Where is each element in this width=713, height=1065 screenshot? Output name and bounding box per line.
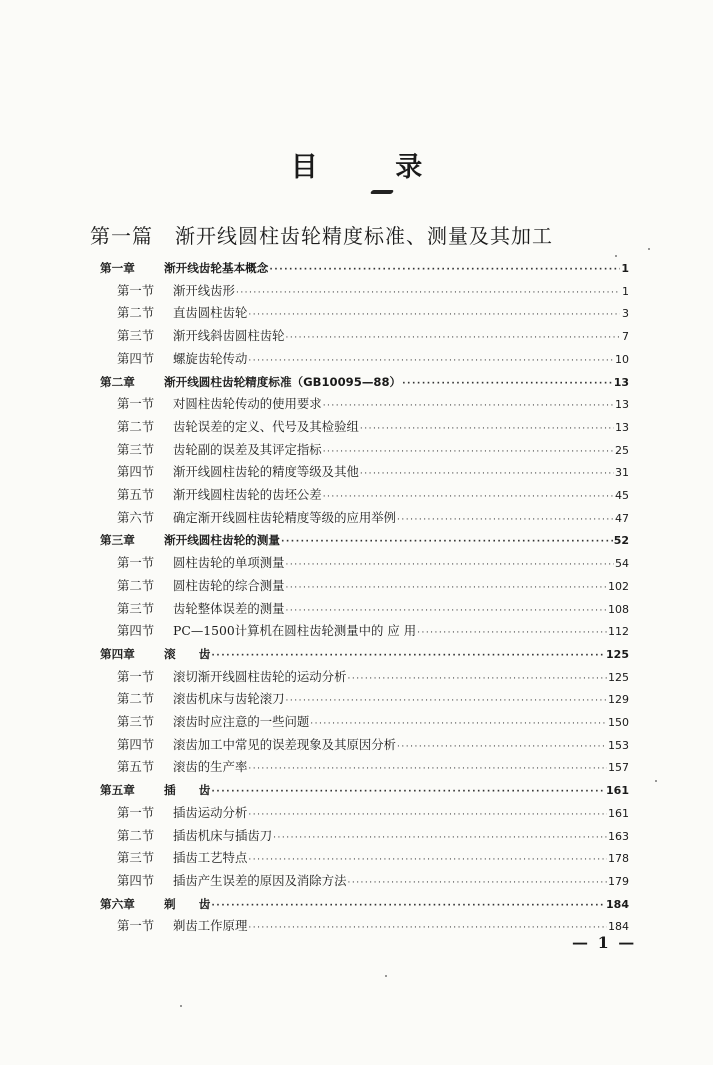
dot-leader xyxy=(417,622,607,644)
scan-speck xyxy=(648,248,650,250)
toc-section-row xyxy=(117,552,629,574)
toc-entry-label: 第一节 xyxy=(117,804,155,820)
toc-section-row xyxy=(117,870,629,892)
dot-leader xyxy=(347,872,607,894)
toc-section-row xyxy=(117,484,629,506)
dot-leader xyxy=(248,350,614,372)
page-number: — 1 — xyxy=(572,933,637,952)
dot-leader xyxy=(248,758,607,780)
toc-entry-label: 第三节 xyxy=(117,714,155,729)
toc-section-row xyxy=(117,348,629,370)
dot-leader xyxy=(281,531,613,553)
toc-entry-title: 插齿运动分析 xyxy=(173,804,248,820)
toc-entry-title: 滚齿时应注意的一些问题 xyxy=(173,714,310,729)
toc-entry-page: 161 xyxy=(608,806,629,820)
toc-entry-label: 第二节 xyxy=(117,305,155,321)
toc-entry-label: 第三节 xyxy=(117,850,155,866)
toc-entry-page: 25 xyxy=(615,443,629,457)
toc-entry-page: 150 xyxy=(608,716,629,729)
toc-entry-title: 齿轮整体误差的测量 xyxy=(173,600,285,616)
toc-entry-page: 184 xyxy=(606,897,629,911)
toc-section-row xyxy=(117,598,629,620)
dot-leader xyxy=(323,486,614,508)
dot-leader xyxy=(360,463,614,485)
toc-entry-page: 108 xyxy=(608,602,629,616)
toc-entry-label: 第六章 xyxy=(100,896,135,911)
toc-entry-label: 第三节 xyxy=(117,600,155,616)
toc-entry-title: 确定渐开线圆柱齿轮精度等级的应用举例 xyxy=(173,509,397,525)
toc-entry-label: 第三节 xyxy=(117,328,155,344)
toc-chapter-row xyxy=(100,257,629,279)
toc-entry-page: 125 xyxy=(606,647,629,661)
dot-leader xyxy=(286,577,607,599)
toc-entry-label: 第二章 xyxy=(100,374,135,389)
toc-entry-title: 渐开线齿形 xyxy=(173,282,235,298)
toc-chapter-row xyxy=(100,643,629,665)
toc-entry-page: 45 xyxy=(615,489,629,502)
toc-entry-title: 滚齿的生产率 xyxy=(173,759,248,775)
toc-section-row xyxy=(117,825,629,847)
toc-section-row xyxy=(117,325,629,347)
toc-entry-page: 161 xyxy=(606,784,629,798)
toc-entry-page: 3 xyxy=(622,307,629,321)
toc-entry-label: 第二节 xyxy=(117,577,155,593)
toc-section-row xyxy=(117,847,629,869)
dot-leader xyxy=(248,304,620,326)
part-label: 第一篇 xyxy=(90,224,153,248)
page-title: 目 录 xyxy=(290,152,457,183)
toc-entry-page: 31 xyxy=(615,466,629,480)
toc-section-row xyxy=(117,439,629,461)
toc-entry-title: 螺旋齿轮传动 xyxy=(173,350,248,366)
toc-entry-title: 圆柱齿轮的综合测量 xyxy=(173,577,285,593)
scan-speck xyxy=(385,975,387,977)
toc-section-row xyxy=(117,393,629,415)
toc-section-row xyxy=(117,734,629,756)
toc-entry-title: 插齿工艺特点 xyxy=(173,850,248,866)
toc-entry-label: 第四章 xyxy=(100,646,135,661)
toc-entry-page: 163 xyxy=(608,829,629,843)
toc-section-row xyxy=(117,688,629,710)
dot-leader xyxy=(347,668,607,690)
dot-leader xyxy=(269,259,620,281)
toc-section-row xyxy=(117,280,629,302)
toc-entry-title: 剃 齿 xyxy=(164,896,211,911)
dot-leader xyxy=(397,509,614,531)
dot-leader xyxy=(248,917,607,939)
toc-entry-page: 184 xyxy=(608,920,629,934)
scan-speck xyxy=(655,780,657,782)
toc-entry-page: 52 xyxy=(613,534,629,548)
scan-speck xyxy=(180,1005,182,1007)
toc-entry-page: 178 xyxy=(608,852,629,866)
toc-entry-title: 滚齿加工中常见的误差现象及其原因分析 xyxy=(173,736,397,752)
toc-entry-page: 7 xyxy=(622,330,629,344)
toc-entry-page: 13 xyxy=(615,398,629,412)
toc-section-row xyxy=(117,575,629,597)
toc-entry-label: 第五章 xyxy=(100,783,135,798)
toc-entry-label: 第四节 xyxy=(117,736,155,752)
toc-entry-title: 滚 齿 xyxy=(164,646,211,661)
toc-entry-label: 第四节 xyxy=(117,464,155,480)
title-underline-mark xyxy=(370,190,394,194)
toc-entry-title: 对圆柱齿轮传动的使用要求 xyxy=(173,396,322,412)
toc-entry-page: 10 xyxy=(615,352,629,366)
toc-entry-title: PC—1500计算机在圆柱齿轮测量中的 应 用 xyxy=(173,623,417,639)
toc-entry-page: 13 xyxy=(615,420,629,434)
toc-entry-title: 渐开线圆柱齿轮精度标准（GB10095—88） xyxy=(164,374,402,389)
toc-section-row xyxy=(117,802,629,824)
toc-entry-label: 第一节 xyxy=(117,555,155,571)
toc-section-row xyxy=(117,666,629,688)
dot-leader xyxy=(273,827,607,849)
toc-section-row xyxy=(117,711,629,733)
toc-entry-title: 插齿机床与插齿刀 xyxy=(173,827,273,843)
toc-entry-page: 179 xyxy=(608,874,629,888)
toc-entry-label: 第四节 xyxy=(117,872,155,888)
dot-leader xyxy=(323,441,614,463)
toc-entry-label: 第一节 xyxy=(117,668,155,684)
toc-entry-title: 齿轮副的误差及其评定指标 xyxy=(173,441,322,457)
toc-entry-title: 渐开线圆柱齿轮的精度等级及其他 xyxy=(173,464,359,480)
toc-entry-page: 13 xyxy=(613,375,629,389)
toc-chapter-row xyxy=(100,529,629,551)
part-heading xyxy=(90,220,553,249)
toc-entry-label: 第三章 xyxy=(100,533,135,548)
dot-leader xyxy=(286,600,607,622)
toc-entry-label: 第四节 xyxy=(117,623,155,639)
toc-entry-label: 第三节 xyxy=(117,441,155,457)
toc-section-row xyxy=(117,507,629,529)
toc-section-row xyxy=(117,302,629,324)
dot-leader xyxy=(211,895,605,917)
toc-entry-page: 153 xyxy=(608,738,629,752)
toc-section-row xyxy=(117,756,629,778)
toc-entry-title: 渐开线斜齿圆柱齿轮 xyxy=(173,328,285,344)
toc-entry-label: 第二节 xyxy=(117,691,155,707)
toc-entry-label: 第二节 xyxy=(117,827,155,843)
toc-entry-label: 第一节 xyxy=(117,396,155,412)
dot-leader xyxy=(360,418,614,440)
dot-leader xyxy=(286,554,614,576)
toc-entry-label: 第一节 xyxy=(117,918,155,934)
toc-entry-page: 47 xyxy=(615,511,629,525)
toc-section-row xyxy=(117,461,629,483)
toc-entry-page: 1 xyxy=(622,284,629,298)
toc-entry-page: 157 xyxy=(608,761,629,775)
dot-leader xyxy=(323,395,614,417)
toc-entry-title: 齿轮误差的定义、代号及其检验组 xyxy=(173,418,359,434)
dot-leader xyxy=(248,804,607,826)
dot-leader xyxy=(211,781,605,803)
toc-section-row xyxy=(117,620,629,642)
toc-entry-page: 1 xyxy=(621,262,629,275)
toc-chapter-row xyxy=(100,893,629,915)
dot-leader xyxy=(286,690,607,712)
toc-entry-title: 圆柱齿轮的单项测量 xyxy=(173,555,285,571)
toc-entry-title: 直齿圆柱齿轮 xyxy=(173,305,248,321)
dot-leader xyxy=(310,713,607,735)
toc-chapter-row xyxy=(100,371,629,393)
toc-entry-label: 第四节 xyxy=(117,350,155,366)
dot-leader xyxy=(397,736,607,758)
toc-entry-page: 112 xyxy=(608,625,629,639)
toc-entry-title: 滚切渐开线圆柱齿轮的运动分析 xyxy=(173,668,347,684)
dot-leader xyxy=(402,373,613,395)
toc-entry-page: 102 xyxy=(608,579,629,593)
dot-leader xyxy=(248,849,607,871)
toc-chapter-row xyxy=(100,779,629,801)
toc-entry-label: 第五节 xyxy=(117,487,155,502)
toc-entry-label: 第二节 xyxy=(117,418,155,434)
toc-entry-page: 54 xyxy=(615,557,629,571)
toc-entry-label: 第一节 xyxy=(117,282,155,298)
toc-entry-title: 渐开线齿轮基本概念 xyxy=(164,261,269,275)
toc-entry-label: 第六节 xyxy=(117,509,155,525)
toc-entry-title: 渐开线圆柱齿轮的齿坯公差 xyxy=(173,487,322,502)
dot-leader xyxy=(211,645,605,667)
toc-entry-page: 125 xyxy=(608,670,629,684)
scan-speck xyxy=(615,255,617,257)
toc-entry-label: 第五节 xyxy=(117,759,155,775)
toc-entry-title: 渐开线圆柱齿轮的测量 xyxy=(164,533,280,548)
dot-leader xyxy=(236,282,620,304)
toc-entry-title: 剃齿工作原理 xyxy=(173,918,248,934)
part-title: 渐开线圆柱齿轮精度标准、测量及其加工 xyxy=(175,224,553,248)
dot-leader xyxy=(286,327,620,349)
toc-entry-page: 129 xyxy=(608,693,629,707)
toc-section-row xyxy=(117,416,629,438)
toc-entry-title: 插齿产生误差的原因及消除方法 xyxy=(173,872,347,888)
toc-entry-title: 滚齿机床与齿轮滚刀 xyxy=(173,691,285,707)
toc-entry-title: 插 齿 xyxy=(164,783,211,798)
toc-section-row xyxy=(117,915,629,937)
toc-entry-label: 第一章 xyxy=(100,261,135,275)
